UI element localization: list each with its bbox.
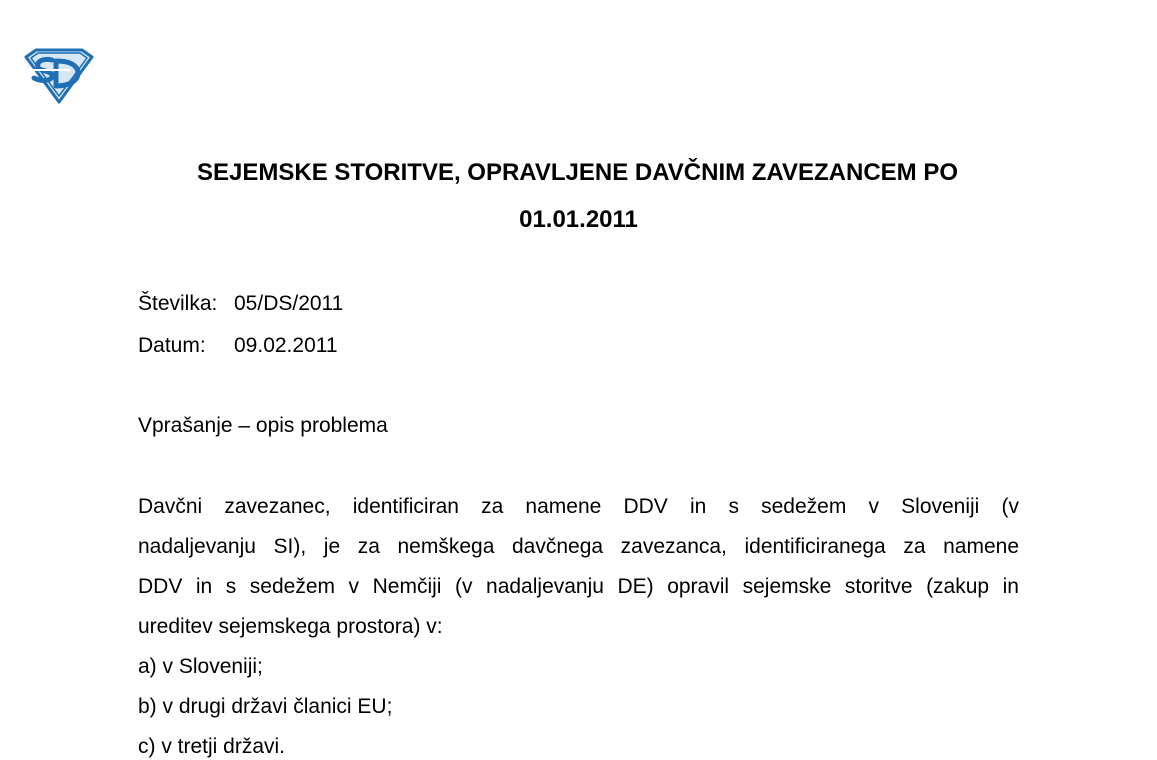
document-date-value: 09.02.2011 bbox=[234, 334, 338, 357]
paragraph-line: DDV in s sedežem v Nemčiji (v nadaljevanju DE) opravil sejemske storitve (zakup in bbox=[138, 575, 1019, 598]
paragraph-line: ureditev sejemskega prostora) v: bbox=[138, 615, 443, 638]
paragraph-line: Davčni zavezanec, identificiran za namene DDV in s sedežem v Sloveniji (v bbox=[138, 495, 1019, 518]
sd-diamond-logo-icon bbox=[22, 48, 96, 104]
list-item: b) v drugi državi članici EU; bbox=[138, 695, 393, 718]
list-item: c) v tretji državi. bbox=[138, 735, 286, 758]
document-number-label: Številka: bbox=[138, 292, 218, 315]
paragraph-line: nadaljevanju SI), je za nemškega davčnega zavezanca, identificiranega za namene bbox=[138, 535, 1019, 558]
document-number-value: 05/DS/2011 bbox=[234, 292, 344, 315]
company-logo bbox=[22, 48, 96, 104]
document-number-row bbox=[138, 291, 344, 317]
document-title-line-1: SEJEMSKE STORITVE, OPRAVLJENE DAVČNIM ZAVEZANCEM PO bbox=[197, 159, 958, 186]
document-date-label: Datum: bbox=[138, 334, 206, 357]
section-heading: Vprašanje – opis problema bbox=[138, 414, 388, 437]
document-title-line-2: 01.01.2011 bbox=[519, 206, 638, 233]
list-item: a) v Sloveniji; bbox=[138, 655, 263, 678]
document-date-row bbox=[138, 333, 338, 359]
